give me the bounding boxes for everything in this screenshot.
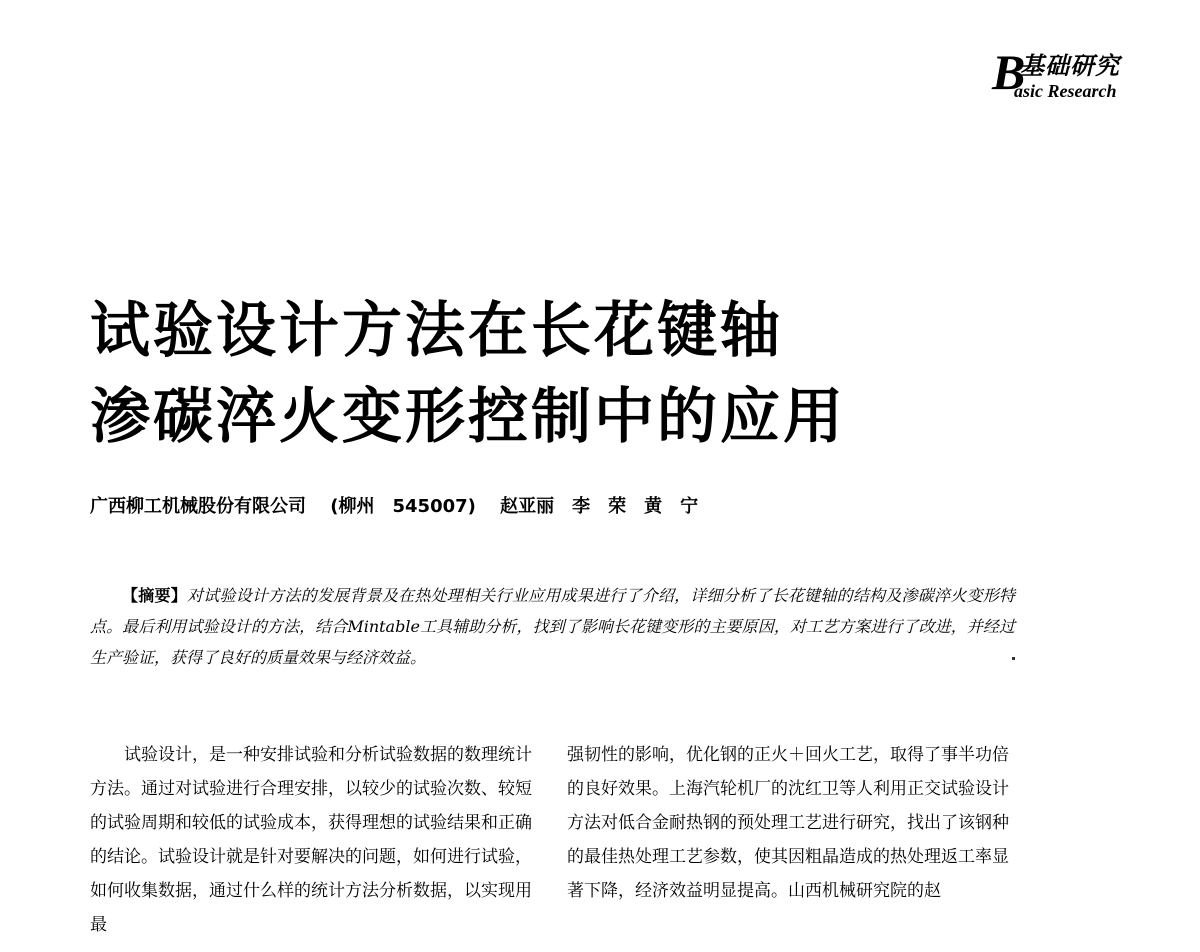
abstract-label: 【摘要】 (122, 586, 187, 605)
abstract-text: 对试验设计方法的发展背景及在热处理相关行业应用成果进行了介绍，详细分析了长花键轴的结构及渗碳淬火变形特点。最后利用试验设计的方法，结合Mintable工具辅助分析，找到了影响长花键变形的主要原因，对工艺方案进行了改进，并经过生产验证，获得了良好的质量效果与经济效益。 (90, 586, 1015, 667)
journal-section-logo (992, 44, 1142, 106)
location: (柳州 545007) (330, 496, 476, 517)
body-column-left: 试验设计，是一种安排试验和分析试验数据的数理统计方法。通过对试验进行合理安排，以较少的试验次数、较短的试验周期和较低的试验成本，获得理想的试验结果和正确的结论。试验设计就是针对要解决的问题，如何进行试验，如何收集数据，通过什么样的统计方法分析数据，以实现用最 (90, 745, 532, 935)
article-title (90, 288, 846, 460)
section-name-cn: 基础研究 (1020, 51, 1120, 80)
title-line-1: 试验设计方法在长花键轴 (90, 296, 783, 366)
abstract (90, 580, 1015, 673)
section-name-en: asic Research (1014, 81, 1117, 101)
author-line (90, 492, 716, 518)
body-column-right: 强韧性的影响，优化钢的正火＋回火工艺，取得了事半功倍的良好效果。上海汽轮机厂的沈红卫等人利用正交试验设计方法对低合金耐热钢的预处理工艺进行研究，找出了该钢种的最佳热处理工艺参数，使其因粗晶造成的热处理返工率显著下降，经济效益明显提高。山西机械研究院的赵 (567, 745, 1009, 901)
scan-speck (1012, 657, 1015, 660)
affiliation: 广西柳工机械股份有限公司 (90, 496, 306, 517)
title-line-2: 渗碳淬火变形控制中的应用 (90, 382, 846, 452)
logo-letter: B (992, 44, 1026, 100)
author-names: 赵亚丽 李 荣 黄 宁 (500, 496, 699, 517)
